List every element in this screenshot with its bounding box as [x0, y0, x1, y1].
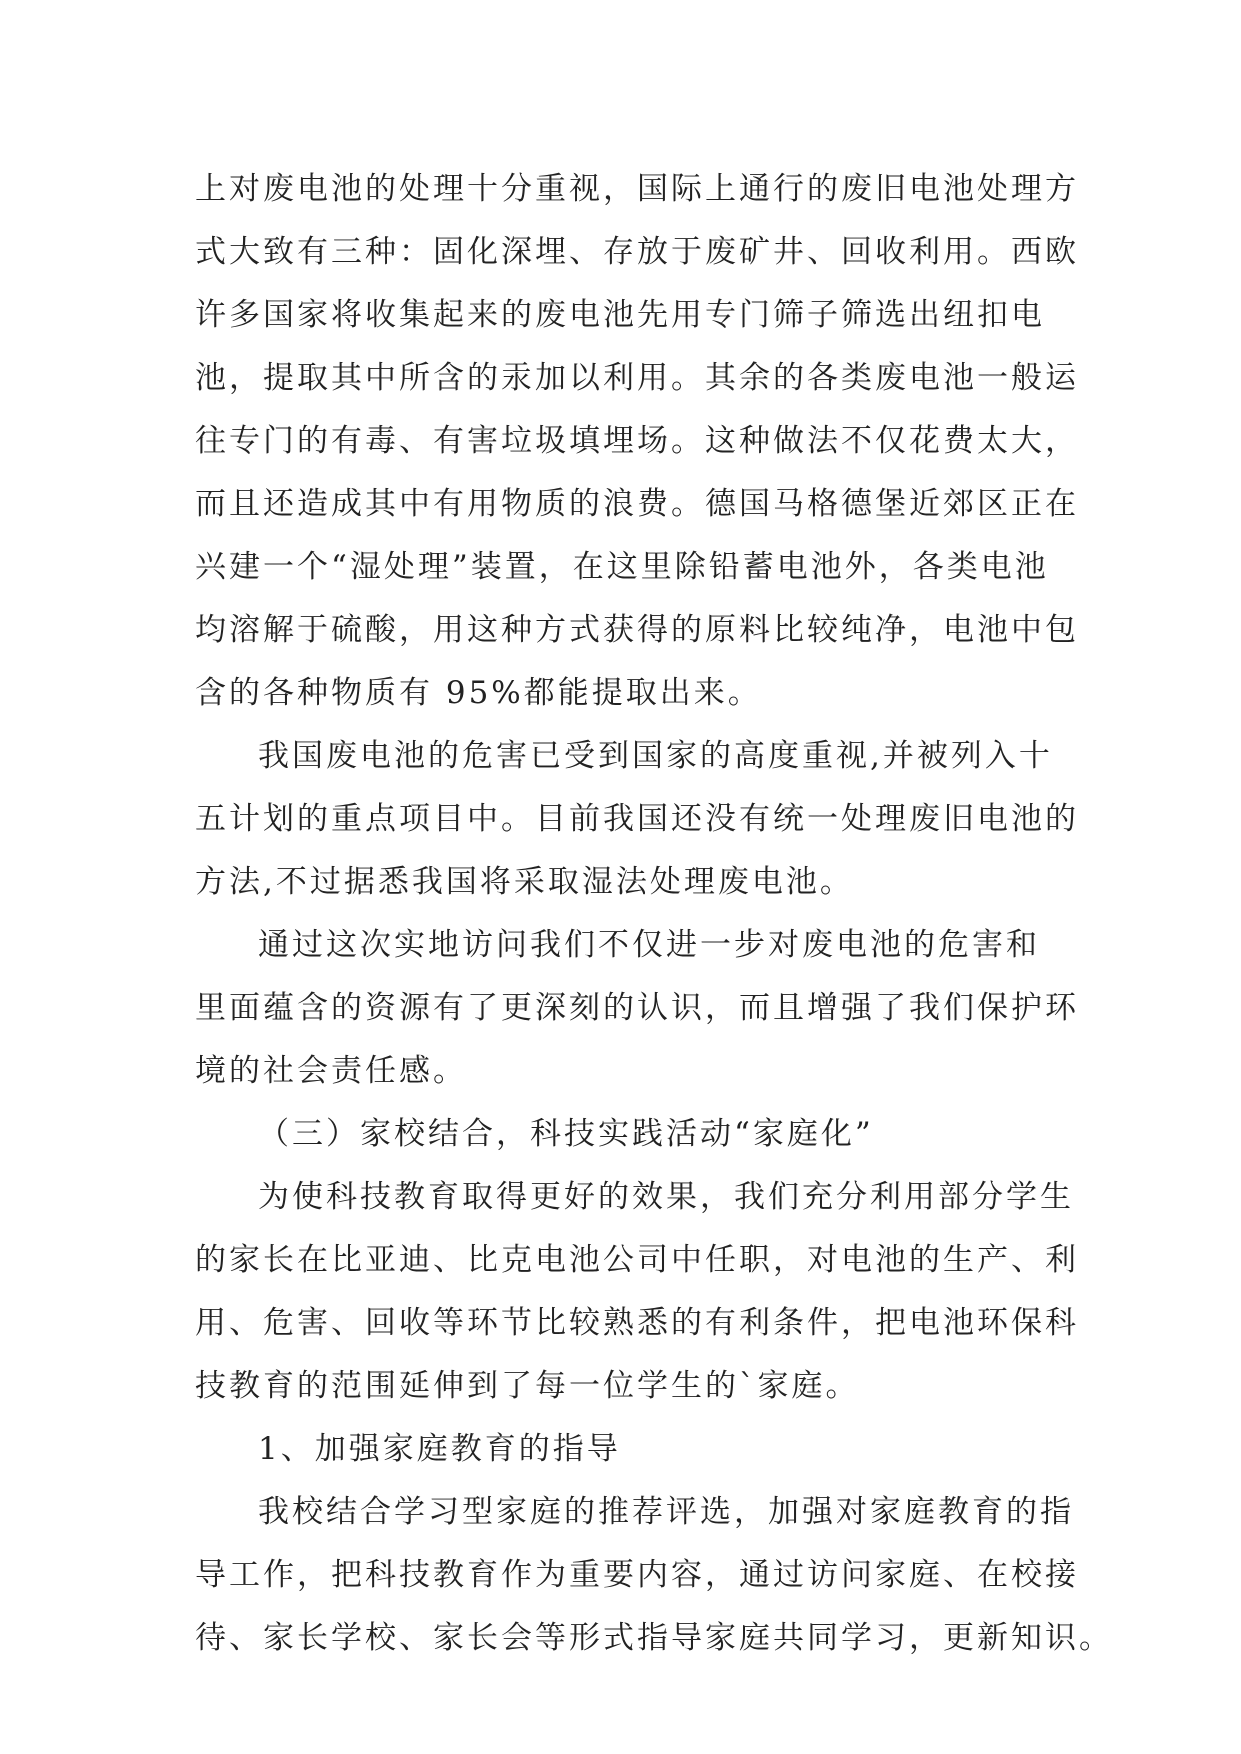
text-line: 里面蕴含的资源有了更深刻的认识，而且增强了我们保护环 — [195, 990, 1079, 1026]
paragraph-start-line: 我国废电池的危害已受到国家的高度重视,并被列入十 — [258, 738, 1053, 774]
text-line: 用、危害、回收等环节比较熟悉的有利条件，把电池环保科 — [195, 1305, 1079, 1341]
text-line: 待、家长学校、家长会等形式指导家庭共同学习，更新知识。 — [195, 1620, 1113, 1656]
text-line: 而且还造成其中有用物质的浪费。德国马格德堡近郊区正在 — [195, 486, 1079, 522]
subsection-heading: 1、加强家庭教育的指导 — [258, 1431, 621, 1467]
document-body — [195, 158, 1113, 1670]
text-line: 兴建一个“湿处理”装置，在这里除铅蓄电池外，各类电池 — [195, 549, 1049, 585]
text-line: 许多国家将收集起来的废电池先用专门筛子筛选出纽扣电 — [195, 297, 1045, 333]
text-line: 导工作，把科技教育作为重要内容，通过访问家庭、在校接 — [195, 1557, 1079, 1593]
text-line: 技教育的范围延伸到了每一位学生的`家庭。 — [195, 1368, 860, 1404]
text-line: 池，提取其中所含的汞加以利用。其余的各类废电池一般运 — [195, 360, 1079, 396]
text-line: 的家长在比亚迪、比克电池公司中任职，对电池的生产、利 — [195, 1242, 1079, 1278]
paragraph-start-line: 通过这次实地访问我们不仅进一步对废电池的危害和 — [258, 927, 1040, 963]
text-line: 五计划的重点项目中。目前我国还没有统一处理废旧电池的 — [195, 801, 1079, 837]
text-line: 方法,不过据悉我国将采取湿法处理废电池。 — [195, 864, 854, 900]
text-line: 境的社会责任感。 — [195, 1053, 467, 1089]
text-line: 往专门的有毒、有害垃圾填埋场。这种做法不仅花费太大， — [195, 423, 1079, 459]
paragraph-start-line: 我校结合学习型家庭的推荐评选，加强对家庭教育的指 — [258, 1494, 1074, 1530]
text-line: 式大致有三种：固化深埋、存放于废矿井、回收利用。西欧 — [195, 234, 1079, 270]
section-heading: （三）家校结合，科技实践活动“家庭化” — [258, 1116, 874, 1152]
paragraph-start-line: 为使科技教育取得更好的效果，我们充分利用部分学生 — [258, 1179, 1074, 1215]
text-line: 上对废电池的处理十分重视，国际上通行的废旧电池处理方 — [195, 171, 1079, 207]
text-line: 含的各种物质有 95%都能提取出来。 — [195, 675, 762, 711]
text-line: 均溶解于硫酸，用这种方式获得的原料比较纯净，电池中包 — [195, 612, 1079, 648]
